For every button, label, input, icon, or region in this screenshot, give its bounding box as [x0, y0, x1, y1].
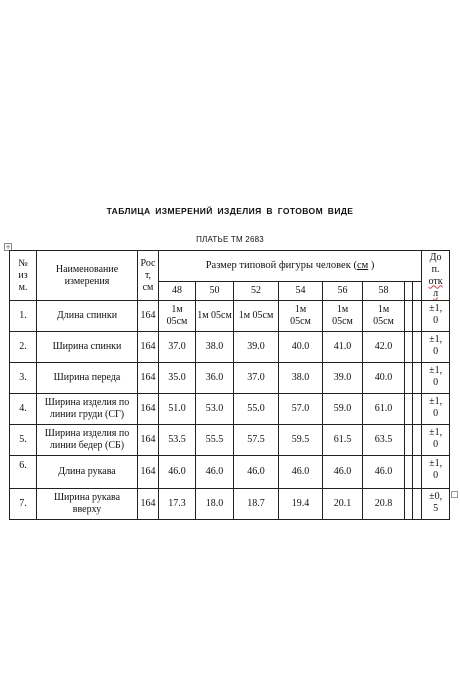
value-cell-50	[196, 425, 234, 456]
value-line: 19.4	[291, 498, 310, 509]
value-cell-56	[323, 301, 363, 332]
value-line: 38.0	[291, 372, 310, 383]
row-number-cell: 1.	[10, 301, 37, 332]
header-number	[10, 251, 37, 301]
measurement-name-line: Ширина переда	[53, 372, 121, 383]
document-title: ТАБЛИЦА ИЗМЕРЕНИЙ ИЗДЕЛИЯ В ГОТОВОМ ВИДЕ	[106, 206, 354, 216]
empty-cell-b	[413, 425, 422, 456]
size-group-suffix: )	[368, 260, 375, 271]
value-cell-50	[196, 363, 234, 394]
value-line: 35.0	[168, 372, 186, 383]
value-line: 1м 05см	[197, 310, 232, 321]
value-line: 1м	[377, 304, 390, 315]
measurement-name-line: линии бедер (СБ)	[49, 440, 125, 451]
value-line: 1м	[171, 304, 183, 315]
tolerance-cell	[422, 456, 450, 489]
value-cell-52	[234, 332, 279, 363]
tolerance-line: 0	[433, 439, 439, 450]
measurement-name-line: линии груди (СГ)	[49, 409, 125, 420]
empty-cell-a	[405, 363, 413, 394]
value-cell-52	[234, 301, 279, 332]
tolerance-cell	[422, 394, 450, 425]
header-number-line: из	[18, 269, 28, 281]
value-cell-52	[234, 489, 279, 520]
empty-cell-b	[413, 489, 422, 520]
value-cell-56	[323, 394, 363, 425]
value-cell-48	[159, 489, 196, 520]
value-cell-52	[234, 363, 279, 394]
value-line: 55.0	[247, 403, 265, 414]
value-line: 37.0	[247, 372, 265, 383]
value-cell-58	[363, 489, 405, 520]
header-number-line: м.	[18, 281, 28, 293]
value-cell-50	[196, 332, 234, 363]
value-cell-56	[323, 332, 363, 363]
value-line: 46.0	[247, 466, 265, 477]
table-row	[10, 425, 450, 456]
size-header-58: 58	[363, 282, 405, 301]
height-cell: 164	[138, 489, 159, 520]
empty-cell-b	[413, 332, 422, 363]
height-cell: 164	[138, 456, 159, 489]
tolerance-cell	[422, 425, 450, 456]
table-move-handle-icon[interactable]: +	[5, 243, 11, 251]
measurement-name-cell	[37, 425, 138, 456]
value-line: 61.5	[333, 434, 352, 445]
header-number-line: №	[18, 257, 28, 269]
tolerance-cell	[422, 301, 450, 332]
header-name-line: измерения	[64, 275, 110, 287]
value-cell-58	[363, 332, 405, 363]
value-cell-50	[196, 489, 234, 520]
row-number-cell: 5.	[10, 425, 37, 456]
header-tolerance-line: п.	[431, 263, 440, 275]
value-line: 46.0	[333, 466, 352, 477]
empty-cell-a	[405, 394, 413, 425]
header-tolerance-line: До	[429, 251, 442, 263]
value-cell-52	[234, 394, 279, 425]
value-cell-56	[323, 363, 363, 394]
measurement-name-cell	[37, 301, 138, 332]
tolerance-line: 0	[433, 470, 439, 481]
tolerance-line: ±1,	[429, 365, 443, 376]
row-number-cell: 4.	[10, 394, 37, 425]
value-line: 36.0	[205, 372, 224, 383]
empty-cell-a	[405, 301, 413, 332]
tolerance-line: 0	[433, 377, 439, 388]
tolerance-cell	[422, 363, 450, 394]
measurement-name-line: Длина рукава	[58, 466, 116, 477]
value-cell-54	[279, 332, 323, 363]
value-line: 55.5	[205, 434, 224, 445]
size-header-52: 52	[234, 282, 279, 301]
size-group-label: Размер типовой фигуры человек (	[205, 260, 357, 271]
measurement-name-cell	[37, 456, 138, 489]
value-line: 57.0	[291, 403, 310, 414]
header-height-line: см	[142, 281, 154, 293]
value-line: 1м 05см	[238, 310, 274, 321]
value-line: 57.5	[247, 434, 265, 445]
measurement-name-cell	[37, 332, 138, 363]
empty-cell-a	[405, 332, 413, 363]
value-line: 05см	[166, 316, 188, 327]
measurement-name-line: вверху	[72, 504, 102, 515]
height-cell: 164	[138, 301, 159, 332]
table-resize-handle-icon[interactable]	[451, 491, 458, 498]
height-cell: 164	[138, 425, 159, 456]
tolerance-cell	[422, 332, 450, 363]
value-cell-58	[363, 363, 405, 394]
size-header-56: 56	[323, 282, 363, 301]
tolerance-line: ±1,	[429, 334, 443, 345]
value-line: 53.0	[205, 403, 224, 414]
value-cell-58	[363, 456, 405, 489]
value-line: 59.5	[291, 434, 310, 445]
value-line: 46.0	[205, 466, 224, 477]
height-cell: 164	[138, 363, 159, 394]
header-height-line: т,	[144, 269, 152, 281]
value-cell-50	[196, 456, 234, 489]
value-cell-56	[323, 425, 363, 456]
empty-cell-b	[413, 363, 422, 394]
size-header-48: 48	[159, 282, 196, 301]
value-line: 40.0	[374, 372, 393, 383]
value-line: 20.8	[374, 498, 393, 509]
value-cell-54	[279, 425, 323, 456]
value-line: 51.0	[168, 403, 186, 414]
tolerance-line: ±1,	[429, 427, 443, 438]
value-cell-54	[279, 394, 323, 425]
value-cell-48	[159, 425, 196, 456]
value-cell-52	[234, 425, 279, 456]
value-line: 39.0	[247, 341, 265, 352]
value-line: 05см	[332, 316, 353, 327]
value-line: 05см	[290, 316, 311, 327]
tolerance-line: ±1,	[429, 396, 443, 407]
value-cell-58	[363, 425, 405, 456]
tolerance-line: 5	[433, 503, 439, 514]
value-line: 05см	[373, 316, 394, 327]
value-cell-48	[159, 301, 196, 332]
measurement-name-cell	[37, 489, 138, 520]
table-row	[10, 301, 450, 332]
size-group-unit: см	[356, 260, 369, 271]
value-line: 40.0	[291, 341, 310, 352]
value-cell-58	[363, 301, 405, 332]
tolerance-line: 0	[433, 346, 439, 357]
value-line: 46.0	[291, 466, 310, 477]
header-height-line: Рос	[140, 257, 156, 269]
height-cell: 164	[138, 332, 159, 363]
empty-cell-b	[413, 456, 422, 489]
value-line: 53.5	[168, 434, 186, 445]
measurement-name-line: Ширина изделия по	[44, 428, 130, 439]
value-line: 59.0	[333, 403, 352, 414]
tolerance-line: ±0,	[429, 491, 443, 502]
tolerance-line: 0	[433, 315, 439, 326]
value-line: 63.5	[374, 434, 393, 445]
value-cell-54	[279, 489, 323, 520]
table-row	[10, 332, 450, 363]
value-line: 20.1	[333, 498, 352, 509]
header-size-group	[159, 251, 422, 282]
measurement-name-line: Ширина рукава	[53, 492, 121, 503]
empty-size-col-a	[405, 282, 413, 301]
value-cell-50	[196, 394, 234, 425]
tolerance-line: ±1,	[429, 303, 443, 314]
value-cell-48	[159, 363, 196, 394]
header-tolerance-line: отк	[428, 275, 443, 287]
empty-cell-a	[405, 425, 413, 456]
header-name-line: Наименование	[55, 263, 119, 275]
empty-cell-b	[413, 301, 422, 332]
value-cell-48	[159, 394, 196, 425]
value-line: 1м	[294, 304, 307, 315]
table-row	[10, 489, 450, 520]
value-cell-52	[234, 456, 279, 489]
measurement-name-line: Длина спинки	[56, 310, 118, 321]
value-line: 46.0	[168, 466, 186, 477]
empty-cell-a	[405, 456, 413, 489]
size-header-50: 50	[196, 282, 234, 301]
value-cell-58	[363, 394, 405, 425]
value-line: 17.3	[168, 498, 186, 509]
value-line: 1м	[336, 304, 349, 315]
header-height	[138, 251, 159, 301]
height-cell: 164	[138, 394, 159, 425]
tolerance-cell	[422, 489, 450, 520]
value-cell-54	[279, 363, 323, 394]
value-cell-50	[196, 301, 234, 332]
value-line: 39.0	[333, 372, 352, 383]
measurement-name-cell	[37, 363, 138, 394]
measurement-table	[9, 250, 450, 520]
value-cell-48	[159, 332, 196, 363]
tolerance-line: 0	[433, 408, 439, 419]
value-cell-56	[323, 456, 363, 489]
header-tolerance	[422, 251, 450, 301]
empty-size-col-b	[413, 282, 422, 301]
size-header-54: 54	[279, 282, 323, 301]
empty-cell-a	[405, 489, 413, 520]
table-row	[10, 456, 450, 489]
value-cell-54	[279, 456, 323, 489]
measurement-name-cell	[37, 394, 138, 425]
value-line: 37.0	[168, 341, 186, 352]
table-row	[10, 363, 450, 394]
header-measurement-name	[37, 251, 138, 301]
empty-cell-b	[413, 394, 422, 425]
value-cell-48	[159, 456, 196, 489]
document-subtitle: ПЛАТЬЕ ТМ 2683	[196, 235, 264, 244]
value-line: 18.7	[247, 498, 265, 509]
value-line: 18.0	[205, 498, 224, 509]
value-cell-56	[323, 489, 363, 520]
value-line: 41.0	[333, 341, 352, 352]
measurement-name-line: Ширина изделия по	[44, 397, 130, 408]
value-line: 46.0	[374, 466, 393, 477]
row-number-cell: 6.	[10, 456, 37, 489]
row-number-cell: 3.	[10, 363, 37, 394]
value-line: 61.0	[374, 403, 393, 414]
header-tolerance-line: л	[433, 287, 439, 299]
row-number-cell: 7.	[10, 489, 37, 520]
value-line: 38.0	[205, 341, 224, 352]
tolerance-line: ±1,	[429, 458, 443, 469]
row-number-cell: 2.	[10, 332, 37, 363]
value-cell-54	[279, 301, 323, 332]
table-row	[10, 394, 450, 425]
measurement-name-line: Ширина спинки	[52, 341, 122, 352]
value-line: 42.0	[374, 341, 393, 352]
